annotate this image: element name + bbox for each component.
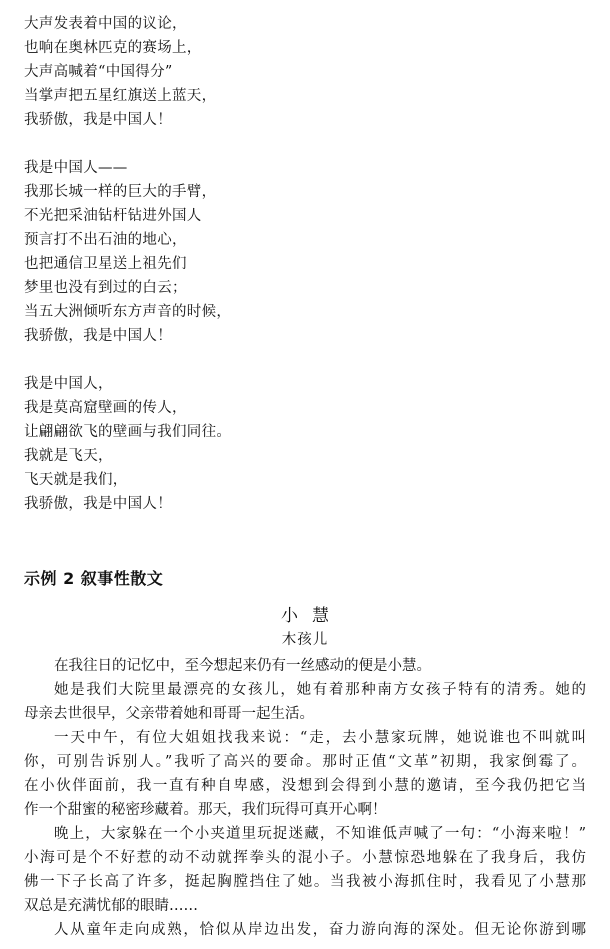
paragraph-line: 晚上，大家躲在一个小夹道里玩捉迷藏，不知谁低声喊了一句：“小海来啦！” (54, 826, 586, 842)
paragraph-line: 小海可是个不好惹的动不动就挥拳头的混小子。小慧惊恐地躲在了我身后，我仿 (24, 850, 586, 866)
poem-line: 当五大洲倾听东方声音的时候， (24, 304, 232, 320)
poem-line: 我骄傲，我是中国人！ (24, 496, 172, 512)
poem-stanza (24, 372, 584, 516)
paragraph-line: 她是我们大院里最漂亮的女孩儿，她有着那种南方女孩子特有的清秀。她的 (54, 682, 586, 698)
section-heading: 示例 2 叙事性散文 (24, 569, 164, 588)
poem-line: 大声发表着中国的议论， (24, 16, 187, 32)
poem-stanza (24, 12, 584, 132)
poem-line: 我就是飞天， (24, 448, 113, 464)
poem-line: 我那长城一样的巨大的手臂， (24, 184, 217, 200)
poem-line: 梦里也没有到过的白云； (24, 280, 187, 296)
poem-line: 当掌声把五星红旗送上蓝天， (24, 88, 217, 104)
paragraph-line: 一天中午，有位大姐姐找我来说：“走，去小慧家玩牌，她说谁也不叫就叫 (54, 730, 586, 746)
paragraph-line: 佛一下子长高了许多，挺起胸膛挡住了她。当我被小海抓住时，我看见了小慧那 (24, 874, 586, 890)
paragraph-line: 在小伙伴面前，我一直有种自卑感，没想到会得到小慧的邀请，至今我仍把它当 (24, 778, 586, 794)
poem-line: 我是莫高窟壁画的传人， (24, 400, 187, 416)
poem (24, 12, 584, 540)
paragraph-line: 在我往日的记忆中，至今想起来仍有一丝感动的便是小慧。 (54, 658, 431, 674)
poem-line: 飞天就是我们， (24, 472, 128, 488)
poem-line: 不光把采油钻杆钻进外国人 (24, 208, 202, 224)
article-title: 小慧 (281, 606, 343, 626)
poem-line: 我骄傲，我是中国人！ (24, 328, 172, 344)
poem-line: 让翩翩欲飞的壁画与我们同往。 (24, 424, 232, 440)
poem-line: 我骄傲，我是中国人！ (24, 112, 172, 128)
paragraph-line: 你，可别告诉别人。”我听了高兴的要命。那时正值“文革”初期，我家倒霉了。 (24, 754, 586, 770)
paragraph-line: 人从童年走向成熟，恰似从岸边出发，奋力游向海的深处。但无论你游到哪 (54, 922, 586, 938)
poem-line: 预言打不出石油的地心， (24, 232, 187, 248)
paragraph-line: 作一个甜蜜的秘密珍藏着。那天，我们玩得可真开心啊！ (24, 802, 387, 818)
poem-line: 也响在奥林匹克的赛场上， (24, 40, 202, 56)
poem-stanza (24, 156, 584, 348)
article-author: 木孩儿 (281, 632, 329, 648)
poem-line: 我是中国人， (24, 376, 113, 392)
paragraph-line: 母亲去世很早，父亲带着她和哥哥一起生活。 (24, 706, 314, 722)
paragraph-line: 双总是充满忧郁的眼睛…… (24, 898, 198, 914)
poem-line: 我是中国人—— (24, 160, 128, 176)
article-body (24, 654, 586, 942)
poem-line: 大声高喊着“中国得分” (24, 64, 173, 80)
poem-line: 也把通信卫星送上祖先们 (24, 256, 187, 272)
